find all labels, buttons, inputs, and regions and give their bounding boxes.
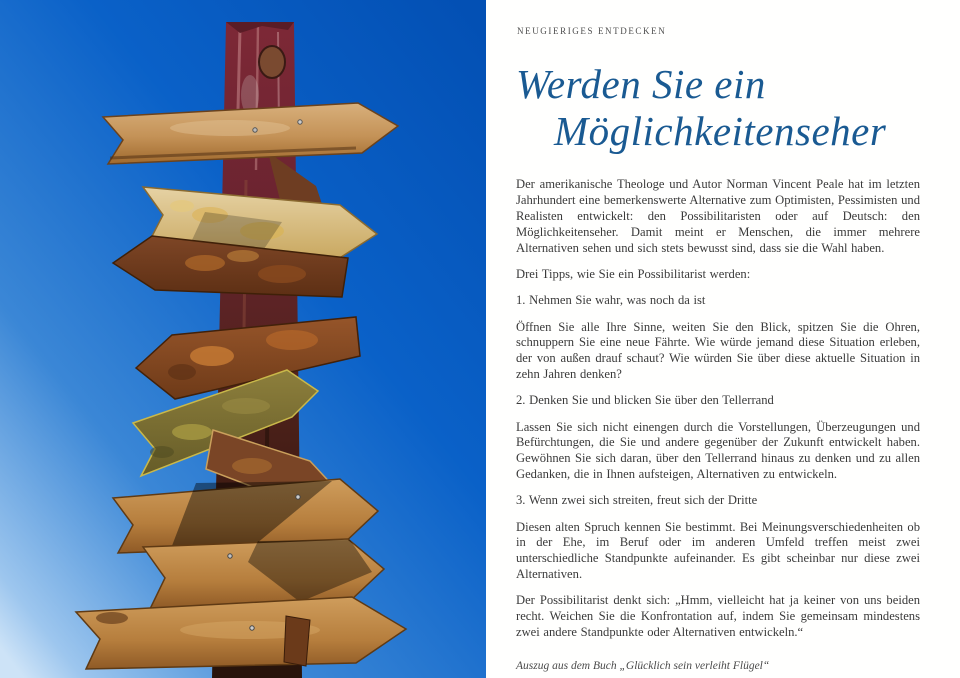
paragraph-conclusion: Der Possibilitarist denkt sich: „Hmm, vielleicht hat ja keiner von uns beiden recht. Weichen Sie die Konfrontation auf, indem Sie gemeinsam mindestens zwei andere Standpunkte oder Alternativen entwickeln.“ bbox=[516, 593, 920, 639]
article-title-line1: Werden Sie ein bbox=[516, 61, 766, 107]
book-credit: Auszug aus dem Buch „Glücklich sein verleiht Flügel“ bbox=[516, 659, 770, 672]
post-bracket bbox=[284, 616, 310, 666]
article-page bbox=[486, 0, 960, 678]
section-kicker: NEUGIERIGES ENTDECKEN bbox=[517, 26, 667, 36]
paragraph-tips-lead: Drei Tipps, wie Sie ein Possibilitarist werden: bbox=[516, 266, 751, 281]
tip-1-heading: 1. Nehmen Sie wahr, was noch da ist bbox=[516, 293, 706, 308]
tip-1-text: Öffnen Sie alle Ihre Sinne, weiten Sie den Blick, spitzen Sie die Ohren, schnuppern Sie eine neue Fährte. Wie würde jemand diese Situation erleben, der von außen drauf schaut? Wie würden Sie über diese aktuelle Situation in zehn Jahren denken? bbox=[516, 319, 920, 381]
article-title-line2: Möglichkeitenseher bbox=[554, 107, 887, 154]
paragraph-intro: Der amerikanische Theologe und Autor Norman Vincent Peale hat im letzten Jahrhundert eine bemerkenswerte Alternative zum Optimisten, Pessimisten und Realisten entwickelt: den Possibilitaristen oder auf Deutsch: den Möglichkeitenseher. Damit meint er Menschen, die immer mehrere Alternativen sehen und sich stets bewusst sind, dass sie die Wahl haben. bbox=[516, 177, 920, 255]
article-body bbox=[516, 177, 920, 640]
tip-2-heading: 2. Denken Sie und blicken Sie über den Tellerrand bbox=[516, 393, 774, 408]
tip-3-text: Diesen alten Spruch kennen Sie bestimmt. Bei Meinungsverschiedenheiten ob in der Ehe, im Beruf oder im anderen Umfeld treffen meist zwei unterschiedliche Standpunkte aufeinander. Es gibt scheinbar nur diese zwei Alternativen. bbox=[516, 519, 920, 581]
tip-2-text: Lassen Sie sich nicht einengen durch die Vorstellungen, Überzeugungen und Befürchtungen, die Sie und andere gegenüber der Zukunft entwickelt haben. Gewöhnen Sie sich daran, über den Tellerrand hinaus zu denken und zu allen Gedanken, die in Ihnen aufsteigen, Alternativen zu entwickeln. bbox=[516, 419, 920, 481]
article-title bbox=[516, 61, 920, 154]
tip-3-heading: 3. Wenn zwei sich streiten, freut sich der Dritte bbox=[516, 493, 758, 508]
